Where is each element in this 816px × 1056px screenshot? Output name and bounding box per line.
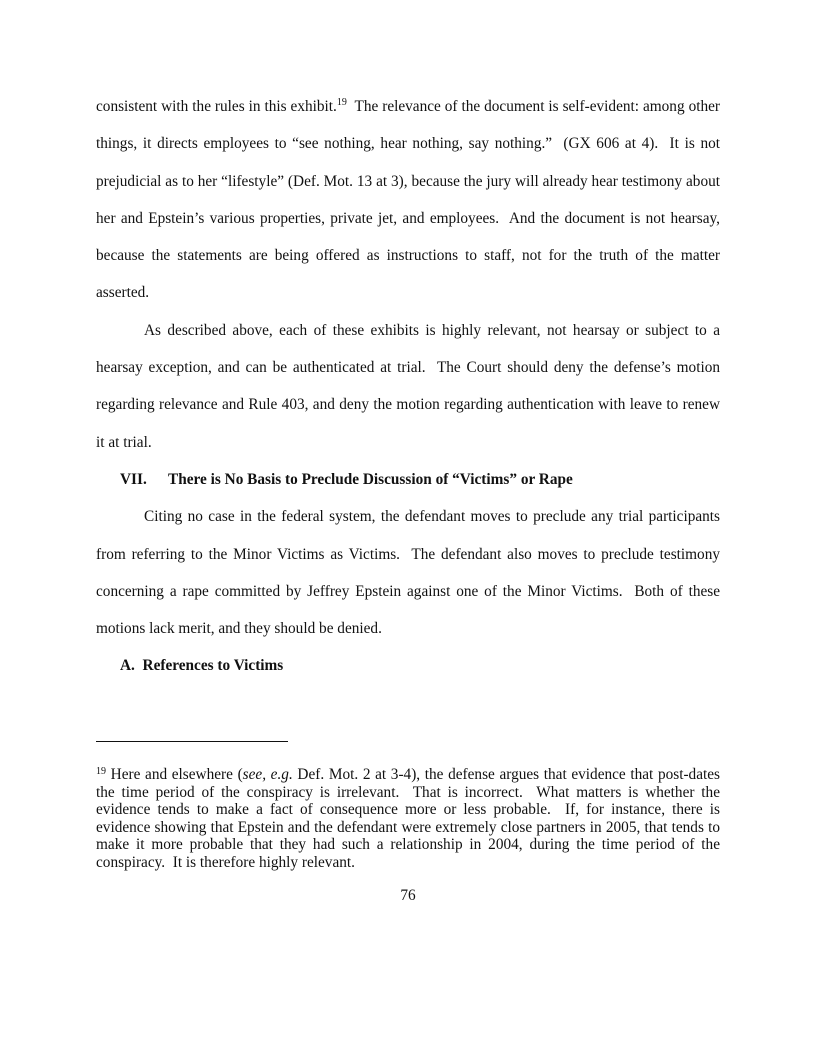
footnote-text: Def. Mot. 2 at 3-4), the defense argues that evidence that post-dates the time period of the conspiracy is irrelevant. That is incorrect. What matters is whether the evidence tends to make a fact of consequence more or less probable. If, for instance, there is evidence showing that Epstein and the defendant were extremely close partners in 2005, that tends to make it more probable that they had such a relationship in 2004, during the time period of the conspiracy. It is therefore highly relevant. [96, 766, 724, 871]
body-text [96, 88, 724, 685]
footnote-19 [96, 766, 724, 872]
paragraph-exhibit-relevance [96, 88, 724, 312]
page-number: 76 [400, 887, 416, 904]
paragraph-text: consistent with the rules in this exhibit. [96, 98, 337, 115]
footnote-reference-19: 19 [336, 97, 347, 108]
paragraph-motions: Citing no case in the federal system, the defendant moves to preclude any trial participants from referring to the Minor Victims as Victims. The defendant also moves to preclude testimony concerning a rape committed by Jeffrey Epstein against one of the Minor Victims. Both of these motions lack merit, and they should be denied. [96, 508, 724, 638]
section-number: VII. [120, 470, 147, 488]
section-heading-vii [96, 461, 720, 498]
paragraph-summary: As described above, each of these exhibits is highly relevant, not hearsay or subject to a hearsay exception, and can be authenticated at trial. The Court should deny the defense’s motion regarding relevance and Rule 403, and deny the motion regarding authentication with leave to renew it at trial. [96, 321, 724, 451]
paragraph-text: The relevance of the document is self-evident: among other things, it directs employees to “see nothing, hear nothing, say nothing.” (GX 606 at 4). It is not prejudicial as to her “lifestyle” (Def. Mot. 13 at 3), because the jury will already hear testimony about her and Epstein’s various properties, private jet, and employees. And the document is not hearsay, because the statements are being offered as instructions to staff, not for the truth of the matter asserted. [96, 98, 724, 302]
document-page [96, 0, 724, 1056]
footnote-separator [96, 741, 288, 742]
footnote-citation-signal: see, e.g. [242, 766, 293, 783]
footnote-mark: 19 [96, 766, 106, 777]
section-title: There is No Basis to Preclude Discussion of “Victims” or Rape [168, 470, 573, 488]
subsection-heading-a: A. References to Victims [120, 657, 284, 675]
footnote-text: Here and elsewhere ( [106, 766, 243, 783]
